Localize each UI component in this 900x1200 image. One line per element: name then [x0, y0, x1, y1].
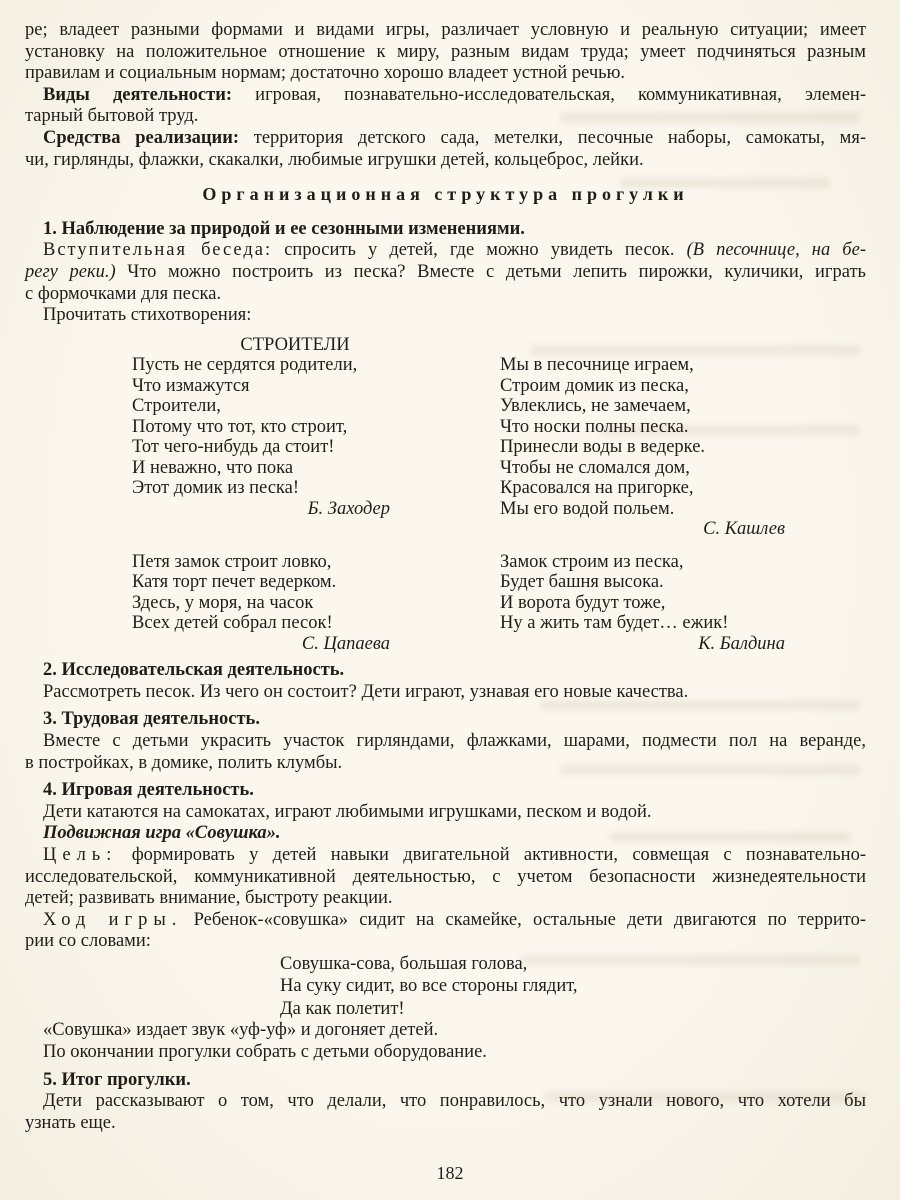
heading-summary: 5. Итог прогулки.: [43, 1069, 191, 1090]
poem-line: Катя торт печет ведерком.: [132, 572, 337, 593]
verse-line: Да как полетит!: [280, 998, 405, 1019]
means-label: Средства реализации:: [43, 127, 240, 148]
poem-castle: [500, 552, 785, 655]
paragraph-intro-talk: [25, 240, 866, 305]
paragraph-research: Рассмотреть песок. Из чего он состоит? Дети играют, узнавая его новые качества.: [43, 681, 689, 702]
poems-group-1: [25, 335, 866, 540]
poem-line: Петя замок строит ловко,: [132, 551, 332, 572]
paragraph-course: [25, 910, 866, 953]
text-line: [25, 910, 866, 932]
poem-line: Тот чего-нибудь да стоит!: [132, 437, 335, 458]
game-title: Подвижная игра «Совушка».: [43, 823, 281, 844]
poem-builders: [132, 355, 390, 519]
verse-line: На суку сидит, во все стороны глядит,: [280, 976, 578, 997]
poem-line: И ворота будут тоже,: [500, 592, 666, 613]
paragraph-continuation: [25, 20, 866, 85]
poem-line: Что носки полны песка.: [500, 416, 689, 437]
text-line: [25, 240, 866, 262]
activities-label: Виды деятельности:: [43, 84, 233, 105]
poem-line: Увлеклись, не замечаем,: [500, 396, 691, 417]
poem-line: Чтобы не сломался дом,: [500, 457, 690, 478]
paragraph-play: Дети катаются на самокатах, играют любимыми игрушками, песком и водой.: [43, 801, 652, 822]
poem-petya: [132, 552, 390, 655]
course-label: Ход игры.: [43, 909, 183, 930]
text-line: с формочками для песка.: [25, 283, 222, 304]
paragraph-summary: [25, 1091, 866, 1134]
heading-research: 2. Исследовательская деятельность.: [43, 660, 345, 681]
poem-line: Красовался на пригорке,: [500, 478, 694, 499]
section-main-heading: Организационная структура прогулки: [202, 184, 689, 205]
poem-line: Мы его водой польем.: [500, 498, 675, 519]
poem-line: Замок строим из песка,: [500, 551, 684, 572]
text-line: чи, гирлянды, флажки, скакалки, любимые игрушки детей, кольцеброс, лейки.: [25, 149, 644, 170]
text-line: тарный бытовой труд.: [25, 106, 199, 127]
text-line: ре; владеет разными формами и видами игры, различает условную и реальную ситуации; имеет: [25, 20, 866, 40]
verse-line: Совушка-сова, большая голова,: [280, 953, 528, 974]
text-line: рии со словами:: [25, 931, 151, 952]
text-line: установку на положительное отношение к миру, разным видам труда; умеет подчиняться разным: [25, 41, 866, 62]
paragraph-goal: [25, 845, 866, 910]
poem-line: Строим домик из песка,: [500, 375, 689, 396]
poem-line: Пусть не сердятся родители,: [132, 355, 358, 376]
poem-line: Всех детей собрал песок!: [132, 613, 333, 634]
heading-labor: 3. Трудовая деятельность.: [43, 709, 260, 730]
paragraph-means: [25, 128, 866, 171]
text-line: [25, 845, 866, 867]
means-text: территория детского сада, метелки, песочные наборы, самокаты, мя-: [239, 127, 866, 148]
page-content: [25, 20, 866, 1134]
poem-author: С. Кашлев: [703, 519, 785, 540]
poem-line: Мы в песочнице играем,: [500, 355, 694, 376]
heading-play: 4. Игровая деятельность.: [43, 780, 254, 801]
poem-line: Что измажутся: [132, 375, 250, 396]
poem-line: Будет башня высока.: [500, 572, 664, 593]
owl-verse: [280, 953, 866, 1021]
poem-author: С. Цапаева: [301, 633, 390, 654]
poem-line: Потому что тот, кто строит,: [132, 416, 348, 437]
poem-line: Принесли воды в ведерке.: [500, 437, 706, 458]
text-line: детей; развивать внимание, быстроту реакции.: [25, 888, 393, 909]
text-line: в постройках, в домике, полить клумбы.: [25, 752, 343, 773]
text-line: узнать еще.: [25, 1112, 116, 1133]
intro-talk-label: Вступительная беседа:: [43, 240, 273, 261]
poem-line: Здесь, у моря, на часок: [132, 592, 314, 613]
paragraph-labor: [25, 731, 866, 774]
poem-author: Б. Заходер: [307, 498, 390, 519]
poem-line: Строители,: [132, 396, 221, 417]
poem-row: [25, 355, 866, 540]
paragraph-activities: [25, 85, 866, 128]
course-text: Ребенок-«совушка» сидит на скамейке, остальные дети двигаются по террито-: [182, 909, 866, 930]
intro-talk-answer: (В песочнице, на бе-: [686, 240, 866, 261]
goal-label: Цель:: [43, 844, 118, 865]
text-line: [25, 262, 866, 284]
text-line: Дети рассказывают о том, что делали, что понравилось, что узнали нового, что хотели бы: [43, 1091, 866, 1112]
poem-line: Этот домик из песка!: [132, 478, 299, 499]
poem-line: И неважно, что пока: [132, 457, 294, 478]
poem-row: [25, 552, 866, 655]
activities-text: игровая, познавательно-исследовательская, коммуникативная, элемен-: [232, 84, 866, 105]
intro-talk-text: спросить у детей, где можно увидеть песок.: [272, 240, 687, 261]
read-poems-line: Прочитать стихотворения:: [43, 305, 252, 326]
page-number: 182: [436, 1163, 464, 1183]
goal-text: формировать у детей навыки двигательной активности, совмещая с познавательно-: [117, 844, 866, 865]
text-line: правилам и социальным нормам; достаточно хорошо владеет устной речью.: [25, 63, 626, 84]
heading-observation: 1. Наблюдение за природой и ее сезонными изменениями.: [43, 218, 525, 239]
poem-sandbox: [500, 355, 785, 540]
intro-talk-text2: Что можно построить из песка? Вместе с детьми лепить пирожки, куличики, играть: [115, 261, 866, 282]
text-line: [25, 128, 866, 150]
poem-author: К. Балдина: [698, 633, 785, 654]
intro-talk-answer-end: регу реки.): [25, 261, 116, 282]
poem-title: СТРОИТЕЛИ: [240, 334, 350, 355]
text-line: исследовательской, коммуникативной деятельностью, с учетом безопасности жизнедеятельности: [25, 866, 866, 887]
paragraph-after-verse-1: «Совушка» издает звук «уф-уф» и догоняет детей.: [43, 1020, 439, 1041]
text-line: Вместе с детьми украсить участок гирляндами, флажками, шарами, подмести пол на веранде,: [43, 731, 866, 751]
paragraph-after-verse-2: По окончании прогулки собрать с детьми оборудование.: [43, 1042, 487, 1063]
poem-line: Ну а жить там будет… ежик!: [500, 613, 729, 634]
poems-group-2: [25, 552, 866, 655]
text-line: [25, 85, 866, 107]
